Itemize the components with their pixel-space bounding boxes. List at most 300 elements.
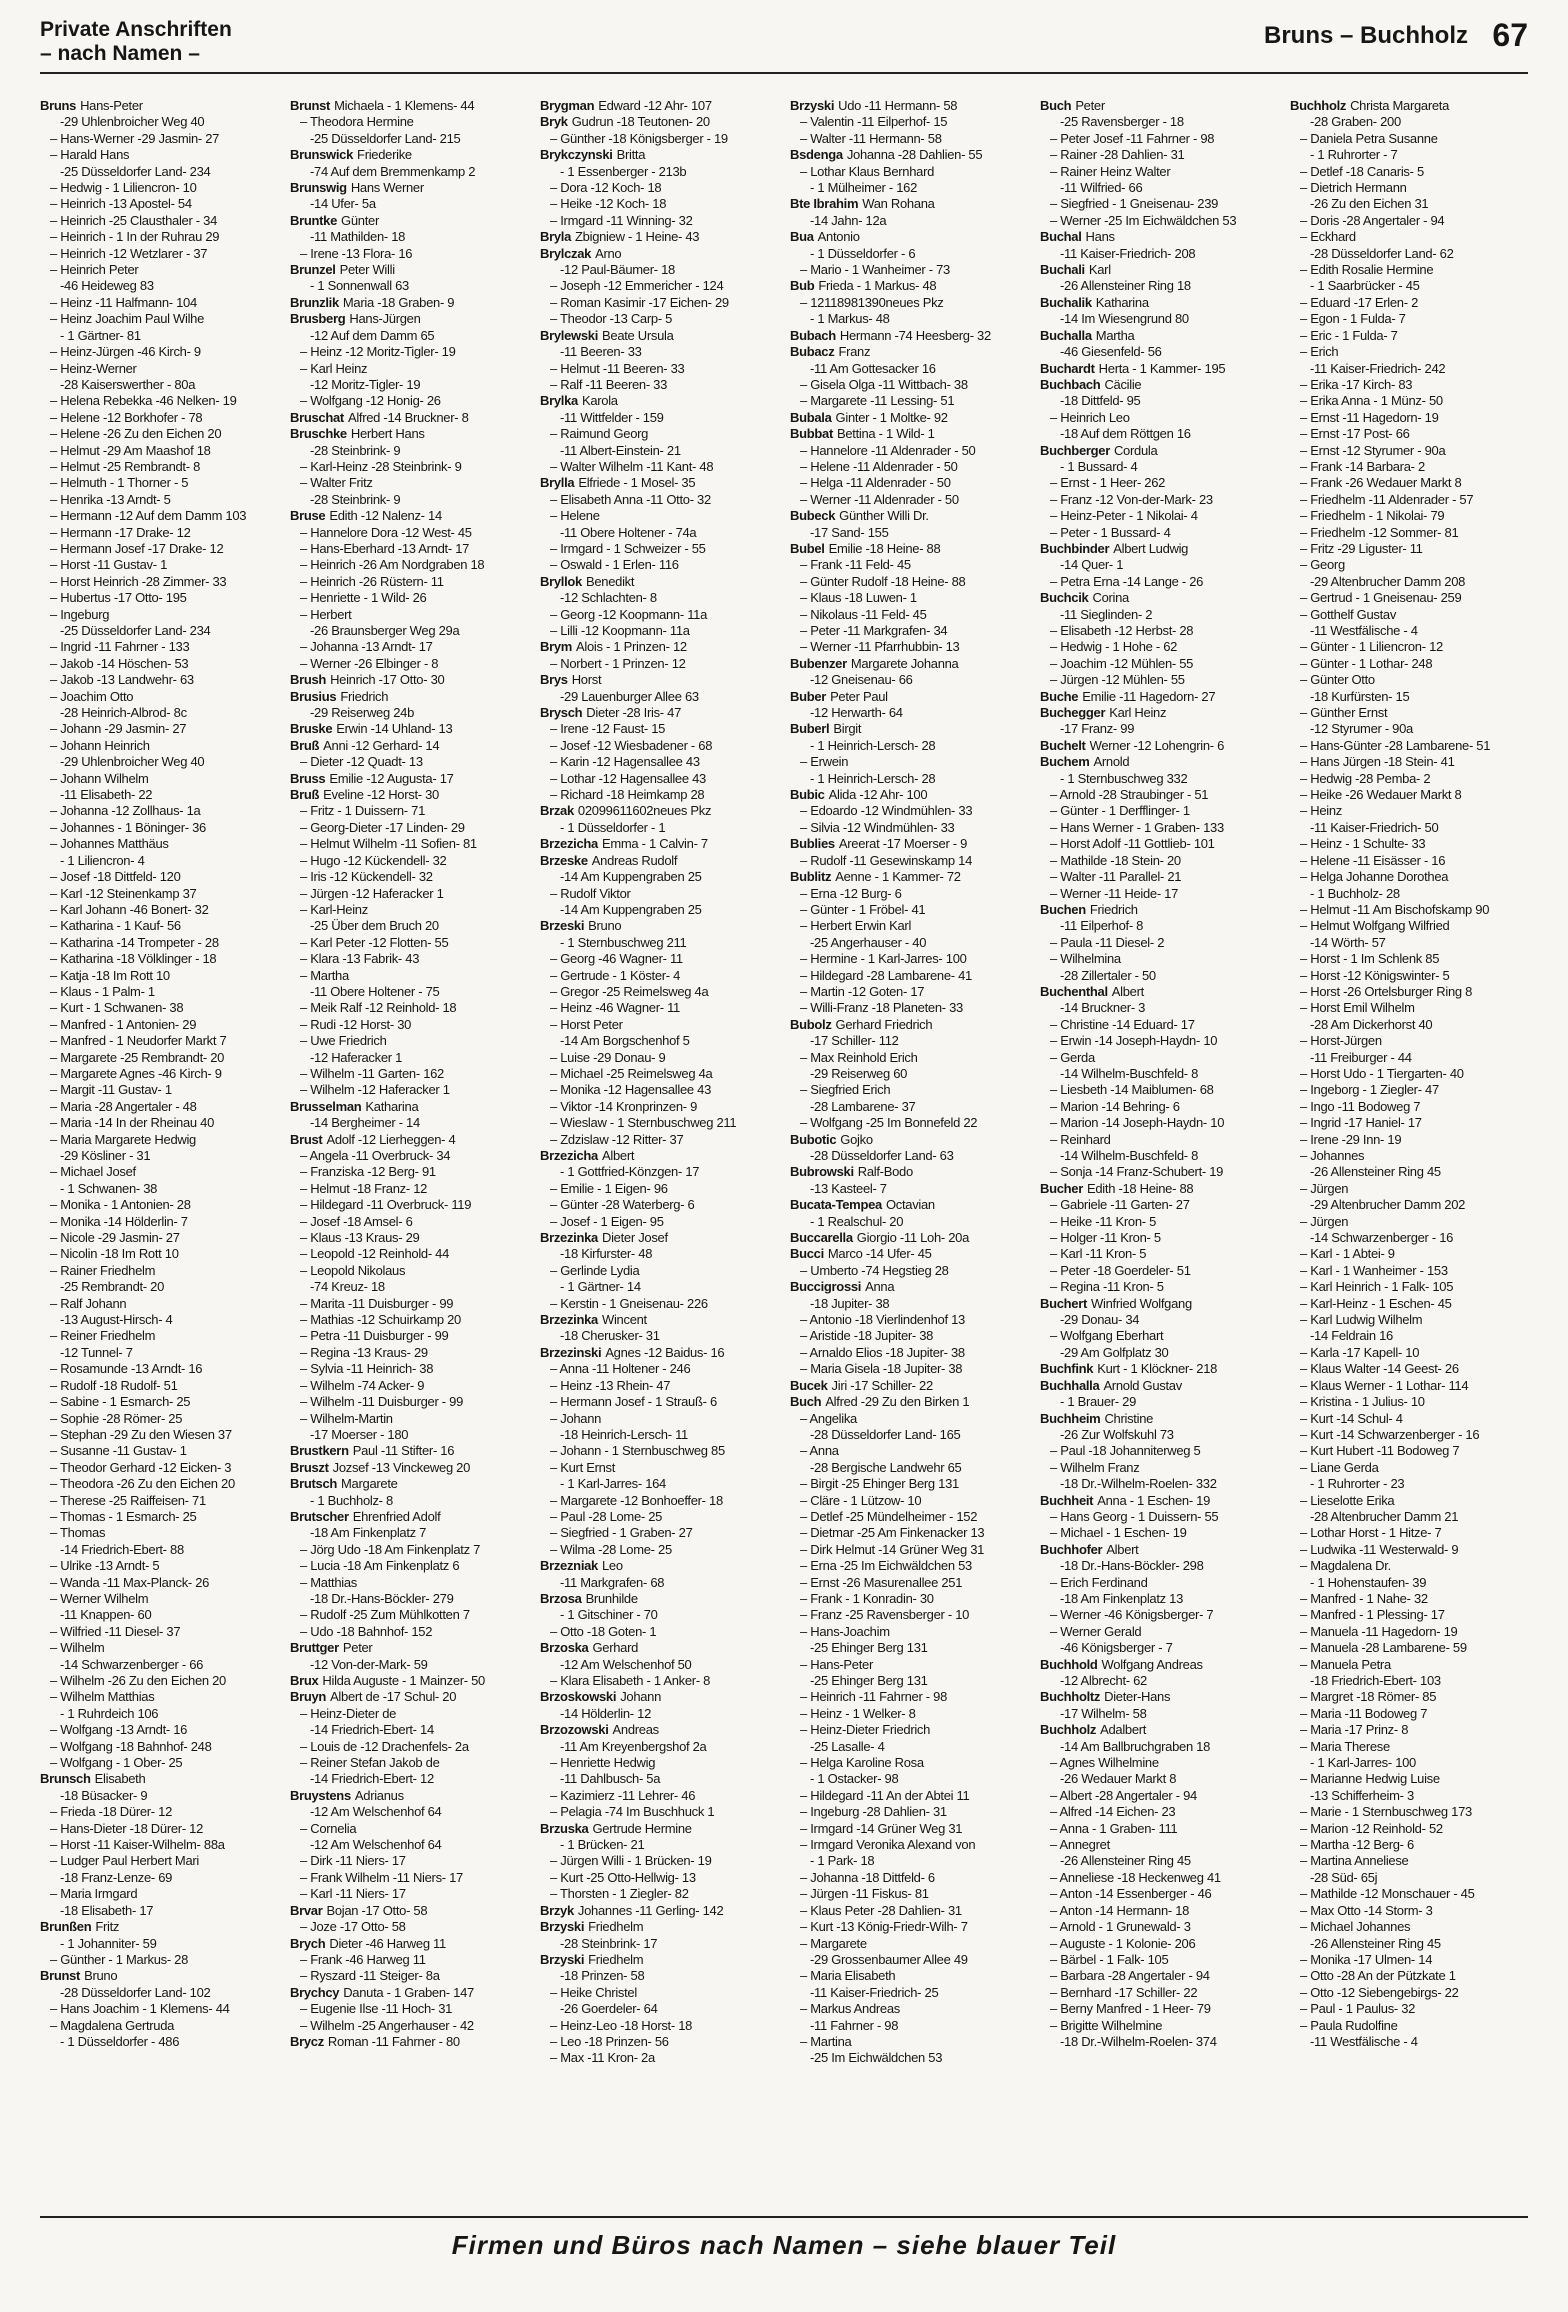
entry-text: - 1 Karl-Jarres- 164 [560, 1476, 666, 1492]
directory-entry [540, 1296, 780, 1312]
directory-entry [290, 492, 530, 508]
entry-text: -29 Uhlenbroicher Weg 40 [60, 754, 205, 770]
entry-text: – Heike -26 Wedauer Markt 8 [1300, 787, 1462, 803]
entry-text: -18 Elisabeth- 17 [60, 1902, 154, 1918]
entry-text: Anna [865, 1279, 895, 1295]
entry-text: – Maria Irmgard [50, 1886, 138, 1902]
entry-text: -14 Friedrich-Ebert- 88 [60, 1541, 184, 1557]
surname: Buchholz [1040, 1722, 1097, 1738]
surname-entry [40, 98, 280, 114]
directory-entry [290, 935, 530, 951]
entry-text: – Maria -14 In der Rheinau 40 [50, 1115, 215, 1131]
entry-text: Alfred -14 Bruckner- 8 [347, 409, 469, 425]
surname-entry [290, 1689, 530, 1705]
entry-text: -14 Feldrain 16 [1310, 1328, 1393, 1344]
entry-text: -18 Dr.-Hans-Böckler- 298 [1060, 1558, 1204, 1574]
directory-entry [1290, 918, 1530, 934]
directory-entry [1040, 147, 1280, 163]
entry-text: – Brigitte Wilhelmine [1050, 2017, 1163, 2033]
directory-entry [790, 311, 1030, 327]
surname-entry [1040, 1378, 1280, 1394]
directory-entry [40, 1542, 280, 1558]
surname-entry [40, 1968, 280, 1984]
entry-text: – Franz -12 Von-der-Mark- 23 [1050, 491, 1213, 507]
entry-text: – Wilhelm -11 Duisburger - 99 [300, 1394, 464, 1410]
directory-entry [1290, 656, 1530, 672]
directory-entry [790, 623, 1030, 639]
surname-entry [1040, 590, 1280, 606]
directory-entry [1040, 886, 1280, 902]
entry-text: – Karl - 1 Abtei- 9 [1300, 1246, 1395, 1262]
entry-text: – Gerda [1050, 1049, 1095, 1065]
entry-text: – Markus Andreas [800, 2001, 900, 2017]
entry-text: -11 Albert-Einstein- 21 [560, 442, 681, 458]
directory-entry [290, 705, 530, 721]
entry-text: -26 Allensteiner Ring 45 [1310, 1935, 1441, 1951]
entry-text: – Maria -17 Prinz- 8 [1300, 1722, 1409, 1738]
entry-text: -17 Franz- 99 [1060, 721, 1135, 737]
surname: Buber [790, 688, 827, 704]
directory-entry [540, 1017, 780, 1033]
directory-entry [40, 1115, 280, 1131]
entry-text: – Jörg Udo -18 Am Finkenplatz 7 [300, 1541, 481, 1557]
entry-text: Emilie -18 Heine- 88 [828, 540, 941, 556]
directory-entry [540, 1968, 780, 1984]
surname: Brusberg [290, 311, 346, 327]
entry-text: -25 Düsseldorfer Land- 234 [60, 623, 211, 638]
directory-entry [40, 426, 280, 442]
entry-text: Bruno [84, 1968, 118, 1984]
entry-text: – Heinrich -13 Apostel- 54 [50, 196, 192, 212]
entry-text: 02099611602neues Pkz [577, 803, 712, 819]
directory-entry [40, 2034, 280, 2050]
directory-entry [540, 557, 780, 573]
entry-text: – Hildegard -11 An der Abtei 11 [800, 1787, 970, 1803]
surname-entry [290, 1640, 530, 1656]
directory-entry [290, 886, 530, 902]
directory-entry [1290, 1640, 1530, 1656]
directory-entry [540, 2050, 780, 2066]
directory-entry [540, 1837, 780, 1853]
directory-entry [790, 361, 1030, 377]
entry-text: -14 Quer- 1 [1060, 557, 1124, 573]
entry-text: -13 August-Hirsch- 4 [60, 1312, 173, 1328]
directory-entry [290, 951, 530, 967]
directory-entry [790, 377, 1030, 393]
entry-text: – Kurt -13 König-Friedr-Wilh- 7 [800, 1919, 968, 1935]
entry-text: – Heinz -13 Rhein- 47 [550, 1377, 671, 1393]
directory-entry [1290, 1000, 1530, 1016]
directory-entry [540, 1476, 780, 1492]
directory-entry [1290, 1525, 1530, 1541]
directory-entry [790, 1493, 1030, 1509]
entry-text: – Margarete -25 Rembrandt- 20 [50, 1049, 225, 1065]
entry-text: Friederike [357, 147, 412, 163]
directory-entry [40, 246, 280, 262]
directory-entry [40, 393, 280, 409]
entry-text: – Irene -12 Faust- 15 [550, 721, 666, 737]
directory-entry [40, 344, 280, 360]
entry-text: Wan Rohana [862, 196, 935, 212]
entry-text: – Heinz [1300, 803, 1342, 819]
surname-entry [540, 1591, 780, 1607]
entry-text: Günther Willi Dr. [839, 508, 929, 524]
directory-entry [1040, 1755, 1280, 1771]
directory-entry [1290, 623, 1530, 639]
surname: Brzoska [540, 1640, 589, 1656]
directory-entry [540, 131, 780, 147]
directory-entry [790, 951, 1030, 967]
surname-entry [1040, 1181, 1280, 1197]
directory-entry [790, 1657, 1030, 1673]
entry-text: -14 Hölderlin- 12 [560, 1705, 652, 1721]
directory-entry [40, 377, 280, 393]
directory-entry [290, 803, 530, 819]
entry-text: -28 Düsseldorfer Land- 62 [1310, 245, 1454, 261]
directory-entry [1040, 196, 1280, 212]
directory-entry [1290, 1361, 1530, 1377]
surname: Brylewski [540, 327, 599, 343]
directory-entry [1290, 853, 1530, 869]
surname-entry [790, 1230, 1030, 1246]
directory-entry [540, 1542, 780, 1558]
directory-entry [790, 607, 1030, 623]
entry-text: Johannes -11 Gerling- 142 [577, 1902, 724, 1918]
surname: Brux [290, 1673, 319, 1688]
entry-text: Andreas [612, 1722, 659, 1738]
surname: Brzoskowski [540, 1689, 617, 1705]
directory-entry [540, 951, 780, 967]
surname-entry [540, 1722, 780, 1738]
directory-entry [290, 623, 530, 639]
directory-entry [1290, 639, 1530, 655]
directory-entry [290, 754, 530, 770]
surname: Brunsch [40, 1771, 91, 1787]
entry-text: -25 Ehinger Berg 131 [810, 1640, 928, 1656]
directory-entry [40, 164, 280, 180]
surname: Bubrowski [790, 1164, 854, 1180]
directory-entry [1290, 1476, 1530, 1492]
entry-text: – Heinrich -12 Wetzlarer - 37 [50, 245, 208, 261]
surname-entry [1040, 1657, 1280, 1673]
directory-entry [40, 836, 280, 852]
directory-entry [290, 361, 530, 377]
directory-entry [290, 1279, 530, 1295]
entry-text: – Gregor -25 Reimelsweg 4a [550, 983, 709, 999]
entry-text: Gudrun -18 Teutonen- 20 [571, 114, 710, 130]
entry-text: – Johann -29 Jasmin- 27 [50, 721, 187, 737]
entry-text: – Angelika [800, 1410, 857, 1426]
directory-entry [1040, 1804, 1280, 1820]
directory-entry [1040, 557, 1280, 573]
entry-text: – Heike -11 Kron- 5 [1050, 1213, 1157, 1229]
entry-text: – Holger -11 Kron- 5 [1050, 1230, 1161, 1246]
entry-text: – Mathilde -18 Stein- 20 [1050, 852, 1181, 868]
directory-entry [790, 1050, 1030, 1066]
directory-entry [1040, 1443, 1280, 1459]
entry-text: – Paul -18 Johanniterweg 5 [1050, 1443, 1201, 1459]
directory-entry [1040, 1476, 1280, 1492]
surname-entry [790, 98, 1030, 114]
entry-text: – Margret -18 Römer- 85 [1300, 1689, 1437, 1705]
directory-entry [1040, 1624, 1280, 1640]
directory-entry [290, 2018, 530, 2034]
directory-entry [290, 1706, 530, 1722]
entry-text: – Eugenie Ilse -11 Hoch- 31 [300, 2001, 453, 2017]
directory-entry [540, 1197, 780, 1213]
entry-text: -25 Ravensberger - 18 [1060, 114, 1184, 130]
entry-text: – Agnes Wilhelmine [1050, 1755, 1159, 1771]
entry-text: – Zdzislaw -12 Ritter- 37 [550, 1131, 684, 1147]
directory-entry [290, 1870, 530, 1886]
entry-text: – Hermann Josef - 1 Strauß- 6 [550, 1394, 717, 1410]
directory-entry [290, 1197, 530, 1213]
entry-text: – Werner -25 Im Eichwäldchen 53 [1050, 212, 1237, 228]
directory-entry [790, 1870, 1030, 1886]
entry-text: -12 Am Welschenhof 64 [310, 1804, 442, 1820]
entry-text: – Aristide -18 Jupiter- 38 [800, 1328, 934, 1344]
entry-text: – Karl Peter -12 Flotten- 55 [300, 934, 449, 950]
directory-entry [40, 1821, 280, 1837]
entry-text: -28 Zillertaler - 50 [1060, 967, 1156, 983]
entry-text: – Helmut -18 Franz- 12 [300, 1180, 428, 1196]
entry-text: -11 Obere Holtener - 74a [560, 524, 697, 540]
surname-entry [290, 1985, 530, 2001]
entry-text: – Matthias [300, 1574, 357, 1590]
directory-entry [1290, 164, 1530, 180]
entry-text: – Monika - 1 Antonien- 28 [50, 1197, 191, 1213]
entry-text: – Otto -18 Goten- 1 [550, 1623, 657, 1639]
directory-entry [290, 869, 530, 885]
entry-text: – Karl Ludwig Wilhelm [1300, 1312, 1423, 1328]
entry-text: – Peter - 1 Bussard- 4 [1050, 524, 1171, 540]
entry-text: – Klaus -13 Kraus- 29 [300, 1230, 420, 1246]
directory-entry [1290, 1936, 1530, 1952]
entry-text: Anni -12 Gerhard- 14 [323, 737, 440, 753]
surname-entry [290, 311, 530, 327]
directory-entry [40, 918, 280, 934]
surname-entry [290, 1099, 530, 1115]
entry-text: -25 Düsseldorfer Land- 234 [60, 163, 211, 179]
entry-text: – Mathilde -12 Monschauer - 45 [1300, 1886, 1475, 1902]
surname: Bte Ibrahim [790, 196, 859, 212]
entry-text: – Berny Manfred - 1 Heer- 79 [1050, 2001, 1211, 2017]
directory-entry [290, 590, 530, 606]
directory-entry [40, 968, 280, 984]
entry-text: Heinrich -17 Otto- 30 [330, 672, 445, 688]
directory-entry [290, 1624, 530, 1640]
directory-entry [1040, 1706, 1280, 1722]
directory-entry [40, 1936, 280, 1952]
surname-entry [540, 475, 780, 491]
directory-entry [540, 1673, 780, 1689]
entry-text: – Therese -25 Raiffeisen- 71 [50, 1492, 206, 1508]
directory-entry [540, 1460, 780, 1476]
entry-text: – Georg-Dieter -17 Linden- 29 [300, 819, 465, 835]
surname-entry [790, 721, 1030, 737]
entry-text: – Gisela Olga -11 Wittbach- 38 [800, 376, 968, 392]
directory-entry [540, 1033, 780, 1049]
surname: Bruß [290, 787, 320, 803]
entry-text: Gerhard Friedrich [835, 1016, 933, 1032]
entry-text: – Lucia -18 Am Finkenplatz 6 [300, 1558, 460, 1574]
surname-entry [1040, 689, 1280, 705]
directory-entry [540, 1427, 780, 1443]
entry-text: – Ralf Johann [50, 1295, 127, 1311]
entry-text: – Manuela -28 Lambarene- 59 [1300, 1640, 1467, 1656]
entry-text: Ginter - 1 Moltke- 92 [835, 409, 948, 425]
directory-entry [1040, 246, 1280, 262]
entry-text: – Reiner Friedhelm [50, 1328, 156, 1344]
entry-text: -14 Am Kuppengraben 25 [560, 869, 702, 885]
entry-text: Michaela - 1 Klemens- 44 [334, 98, 475, 113]
surname-entry [540, 639, 780, 655]
directory-entry [40, 443, 280, 459]
entry-text: – Jakob -13 Landwehr- 63 [50, 672, 194, 688]
directory-entry [40, 1312, 280, 1328]
entry-text: – Regina -13 Kraus- 29 [300, 1344, 428, 1360]
directory-entry [1040, 771, 1280, 787]
directory-entry [290, 1148, 530, 1164]
directory-entry [540, 1279, 780, 1295]
surname: Bucata-Tempea [790, 1197, 882, 1213]
entry-text: -29 Altenbrucher Damm 208 [1310, 573, 1466, 589]
entry-text: – Günther - 1 Markus- 28 [50, 1951, 189, 1967]
entry-text: – Heinrich Leo [1050, 409, 1130, 425]
entry-text: – Rainer Heinz Walter [1050, 163, 1171, 179]
directory-entry [1290, 1082, 1530, 1098]
directory-entry [1290, 1837, 1530, 1853]
directory-entry [1290, 443, 1530, 459]
entry-text: – Martina Anneliese [1300, 1853, 1409, 1869]
entry-text: - 1 Essenberger - 213b [560, 163, 687, 179]
entry-text: – Maria Gisela -18 Jupiter- 38 [800, 1361, 963, 1377]
directory-entry [1040, 951, 1280, 967]
entry-text: -11 Wilfried- 66 [1060, 180, 1143, 196]
directory-entry [1290, 1673, 1530, 1689]
entry-text: – Günther -18 Königsberger - 19 [550, 130, 728, 146]
directory-entry [1290, 1788, 1530, 1804]
directory-entry [790, 1689, 1030, 1705]
surname: Buchfink [1040, 1361, 1094, 1377]
entry-text: – Heinz - 1 Welker- 8 [800, 1705, 916, 1721]
entry-text: -18 Am Finkenplatz 7 [310, 1525, 427, 1541]
directory-entry [790, 820, 1030, 836]
surname: Buchal [1040, 229, 1082, 245]
directory-entry [290, 902, 530, 918]
surname-entry [290, 508, 530, 524]
entry-text: – Johannes - 1 Böninger- 36 [50, 819, 206, 835]
entry-text: – Dietrich Hermann [1300, 180, 1407, 196]
entry-text: Adrianus [354, 1787, 404, 1803]
directory-entry [1290, 951, 1530, 967]
entry-text: – Erich [1300, 344, 1339, 360]
entry-text: Danuta - 1 Graben- 147 [343, 1984, 474, 2000]
entry-text: -29 Reiserweg 60 [810, 1065, 908, 1081]
directory-entry [40, 1230, 280, 1246]
surname-entry [290, 1673, 530, 1689]
surname: Bryla [540, 229, 572, 245]
directory-entry [790, 918, 1030, 934]
entry-text: -12 Auf dem Damm 65 [310, 327, 435, 343]
surname: Brzezinski [540, 1344, 602, 1360]
entry-text: – Klaus - 1 Palm- 1 [50, 983, 155, 999]
entry-text: – Birgit -25 Ehinger Berg 131 [800, 1476, 959, 1492]
directory-entry [790, 2018, 1030, 2034]
directory-entry [1040, 1821, 1280, 1837]
entry-text: – Peter -18 Goerdeler- 51 [1050, 1262, 1191, 1278]
entry-text: – Heinz-Dieter Friedrich [800, 1722, 931, 1738]
directory-entry [540, 1870, 780, 1886]
entry-text: – Helmuth - 1 Thorner - 5 [50, 475, 189, 491]
entry-text: - 1 Schwanen- 38 [60, 1180, 158, 1196]
directory-entry [290, 114, 530, 130]
entry-text: -18 Dr.-Wilhelm-Roelen- 374 [1060, 2033, 1217, 2049]
surname-entry [540, 1952, 780, 1968]
entry-text: – Doris -28 Angertaler - 94 [1300, 212, 1445, 228]
directory-entry [290, 1181, 530, 1197]
entry-text: – Angela -11 Overbruck- 34 [300, 1148, 451, 1163]
entry-text: - 1 Park- 18 [810, 1853, 875, 1869]
surname-entry [540, 1919, 780, 1935]
entry-text: - 1 Realschul- 20 [810, 1213, 904, 1229]
directory-entry [540, 361, 780, 377]
entry-text: Udo -11 Hermann- 58 [838, 98, 958, 113]
entry-text: -11 Eilperhof- 8 [1060, 918, 1144, 934]
directory-entry [40, 853, 280, 869]
directory-entry [540, 213, 780, 229]
directory-entry [290, 1591, 530, 1607]
directory-entry [290, 1853, 530, 1869]
entry-text: – Horst Udo - 1 Tiergarten- 40 [1300, 1065, 1464, 1081]
entry-text: – Werner -26 Elbinger - 8 [300, 655, 439, 671]
directory-entry [1290, 1624, 1530, 1640]
directory-entry [540, 820, 780, 836]
directory-entry [1290, 1099, 1530, 1115]
entry-text: – Karl -12 Steinenkamp 37 [50, 885, 197, 901]
directory-entry [290, 2001, 530, 2017]
surname-entry [1040, 1542, 1280, 1558]
entry-text: -18 Büsacker- 9 [60, 1787, 148, 1803]
entry-text: Adolf -12 Lierheggen- 4 [326, 1131, 456, 1147]
surname: Buchhold [1040, 1656, 1098, 1672]
directory-entry [1290, 738, 1530, 754]
directory-entry [40, 672, 280, 688]
directory-entry [540, 1755, 780, 1771]
entry-text: – Jürgen -12 Mühlen- 55 [1050, 672, 1185, 688]
entry-text: Franz [838, 344, 871, 360]
entry-text: – Reinhard [1050, 1131, 1111, 1147]
directory-entry [40, 1361, 280, 1377]
directory-entry [540, 311, 780, 327]
entry-text: – Umberto -74 Hegstieg 28 [800, 1262, 949, 1278]
directory-entry [40, 1476, 280, 1492]
page-header [40, 18, 1528, 74]
directory-entry [790, 853, 1030, 869]
entry-text: – Thomas [50, 1525, 106, 1541]
directory-entry [1040, 1164, 1280, 1180]
directory-entry [790, 1460, 1030, 1476]
entry-text: – Friedhelm - 1 Nikolai- 79 [1300, 508, 1445, 524]
directory-entry [540, 1050, 780, 1066]
entry-text: – Cornelia [300, 1820, 357, 1836]
directory-entry [790, 590, 1030, 606]
directory-entry [1040, 1968, 1280, 1984]
entry-text: Christa Margareta [1350, 98, 1450, 113]
entry-text: – Pelagia -74 Im Buschhuck 1 [550, 1804, 715, 1820]
directory-entry [290, 557, 530, 573]
directory-entry [540, 968, 780, 984]
